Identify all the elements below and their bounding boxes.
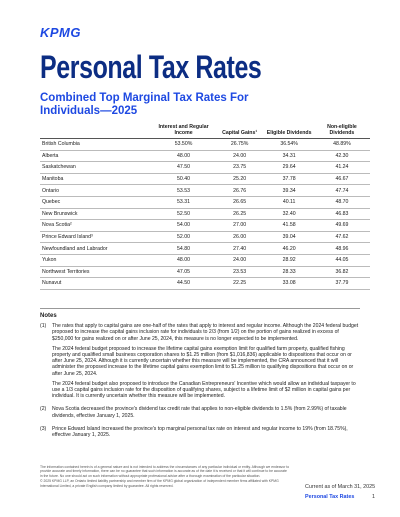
province-cell: Yukon [40,254,152,266]
note-item [40,323,360,403]
rate-cell: 54.80 [152,243,215,255]
rate-cell: 52.00 [152,231,215,243]
rate-cell: 37.79 [314,278,370,290]
rate-cell: 27.40 [215,243,265,255]
footer-copyright: © 2025 KPMG LLP, an Ontario limited liability partnership and member firm of the KPMG global organization of independent member firms affiliated with KPMG International Limited, a private English company limited by guarantee. All rights reserved. [40,479,279,488]
rate-cell: 48.96 [314,243,370,255]
rate-cell: 52.50 [152,208,215,220]
table-header-row [40,124,370,139]
rate-cell: 39.34 [264,185,314,197]
page-number: 1 [372,494,375,500]
note-paragraph: The 2024 federal budget also proposed to introduce the Canadian Entrepreneurs' Incentive which would allow an individual taxpayer to use a 1/3 capital gains inclusion rate for the disposition of qualifying shares, subject to a lifetime limit of $2 million in capital gains per individual. It is currently uncertain whether this measure will be implemented. [52,380,356,400]
rate-cell: 29.64 [264,162,314,174]
rate-cell: 47.62 [314,231,370,243]
note-paragraph: The 2024 federal budget proposed to increase the lifetime capital gains exemption limit for qualified farm property, qualified fishing property and qualified small business corporation shares to $1.25 million (from $1,016,836) applicable to dispositions that occur on or after June 25, 2024. Although it is currently uncertain whether this measure will be implemented, the CRA announced that it will administer the proposed increase to the lifetime capital gains exemption limit to $1.25 million to qualifying dispositions that occur on or after June 25, 2024. [52,345,354,377]
table-body [40,139,370,290]
table-row [40,139,370,151]
rate-cell: 48.00 [152,254,215,266]
rate-cell: 47.50 [152,162,215,174]
table-row [40,162,370,174]
rate-cell: 41.58 [264,220,314,232]
current-as-of: Current as of March 31, 2025 [305,484,376,490]
rate-cell: 27.00 [215,220,265,232]
footer-disclaimer: The information contained herein is of a general nature and is not intended to address the circumstances of any particular individual or entity. Although we endeavor to provide accurate and timely information, there can be no guarantee that such information is accurate as of the date it is received or that it will continue to be accurate in the future. No one should act on such information without appropriate professional advice after a thorough examination of the particular situation. [40,465,290,478]
rate-cell: 44.05 [314,254,370,266]
note-item [40,406,360,422]
province-cell: Northwest Territories [40,266,152,278]
rate-cell: 54.00 [152,220,215,232]
province-cell: New Brunswick [40,208,152,220]
rate-cell: 24.00 [215,254,265,266]
note-marker: (2) [40,406,47,413]
table-row [40,220,370,232]
note-paragraph: Prince Edward Island increased the province's top marginal personal tax rate on interest and regular income to 19% (from 18.75%), effective January 1, 2025. [52,425,348,439]
rate-cell: 47.74 [314,185,370,197]
table-row [40,254,370,266]
table-row [40,208,370,220]
rate-cell: 44.50 [152,278,215,290]
rate-cell: 49.69 [314,220,370,232]
column-header-interest: Interest and Regular Income [152,124,215,139]
province-cell: Quebec [40,196,152,208]
rate-cell: 53.31 [152,196,215,208]
rate-cell: 46.83 [314,208,370,220]
rate-cell: 24.00 [215,150,265,162]
province-cell: Nova Scotia² [40,220,152,232]
footer-page-name: Personal Tax Rates [305,494,355,500]
page-title: Personal Tax Rates [40,49,262,85]
rate-cell: 50.40 [152,173,215,185]
rate-cell: 37.78 [264,173,314,185]
tax-rates-table [40,124,370,290]
table-row [40,173,370,185]
rate-cell: 26.00 [215,231,265,243]
column-header-province [40,124,152,139]
kpmg-logo: KPMG [40,25,81,40]
rate-cell: 48.89% [314,139,370,151]
province-cell: Prince Edward Island³ [40,231,152,243]
rate-cell: 53.50% [152,139,215,151]
table-row [40,231,370,243]
note-body [52,323,360,403]
note-marker: (1) [40,323,47,330]
notes-list [40,323,360,442]
rate-cell: 28.92 [264,254,314,266]
rate-cell: 26.76 [215,185,265,197]
footer-disclaimer-block [40,465,290,489]
rate-cell: 46.20 [264,243,314,255]
notes-section [40,308,360,445]
note-body [52,426,360,442]
rate-cell: 26.25 [215,208,265,220]
province-cell: British Columbia [40,139,152,151]
rate-cell: 42.30 [314,150,370,162]
rate-cell: 25.20 [215,173,265,185]
rate-cell: 34.31 [264,150,314,162]
note-paragraph: The rates that apply to capital gains are one-half of the rates that apply to interest and regular income. Although the 2024 federal budget proposed to increase the capital gains inclusion rate for individuals to 2/3 (from 1/2) on the portion of gains realized in excess of $250,000 for gains realized on or after June 25, 2024, this measure is no longer expected to be implemented. [52,323,359,342]
province-cell: Nunavut [40,278,152,290]
column-header-non-eligible-dividends: Non-eligible Dividends [314,124,370,139]
rate-cell: 48.00 [152,150,215,162]
table-row [40,243,370,255]
rate-cell: 33.08 [264,278,314,290]
rate-cell: 53.53 [152,185,215,197]
note-marker: (3) [40,425,47,432]
rate-cell: 22.25 [215,278,265,290]
note-item [40,426,360,442]
table-row [40,150,370,162]
province-cell: Alberta [40,150,152,162]
table-row [40,266,370,278]
rate-cell: 28.33 [264,266,314,278]
table-row [40,196,370,208]
column-header-capital-gains: Capital Gains¹ [215,124,265,139]
rate-cell: 47.05 [152,266,215,278]
rate-cell: 41.24 [314,162,370,174]
note-body [52,406,360,422]
page-subtitle: Combined Top Marginal Tax Rates For Individuals—2025 [40,92,249,117]
note-paragraph: Nova Scotia decreased the province's dividend tax credit rate that applies to non-eligible dividends to 1.5% (from 2.99%) of taxable dividends, effective January 1, 2025. [52,406,347,419]
province-cell: Newfoundland and Labrador [40,243,152,255]
rate-cell: 48.70 [314,196,370,208]
table-row [40,185,370,197]
rate-cell: 26.65 [215,196,265,208]
province-cell: Ontario [40,185,152,197]
rate-cell: 23.53 [215,266,265,278]
province-cell: Manitoba [40,173,152,185]
rate-cell: 23.75 [215,162,265,174]
rate-cell: 36.82 [314,266,370,278]
rate-cell: 26.75% [215,139,265,151]
rate-cell: 40.11 [264,196,314,208]
column-header-eligible-dividends: Eligible Dividends [264,124,314,139]
table-row [40,278,370,290]
rate-cell: 46.67 [314,173,370,185]
rate-cell: 32.40 [264,208,314,220]
rate-cell: 36.54% [264,139,314,151]
province-cell: Saskatchewan [40,162,152,174]
notes-title: Notes [40,308,360,319]
rate-cell: 39.04 [264,231,314,243]
